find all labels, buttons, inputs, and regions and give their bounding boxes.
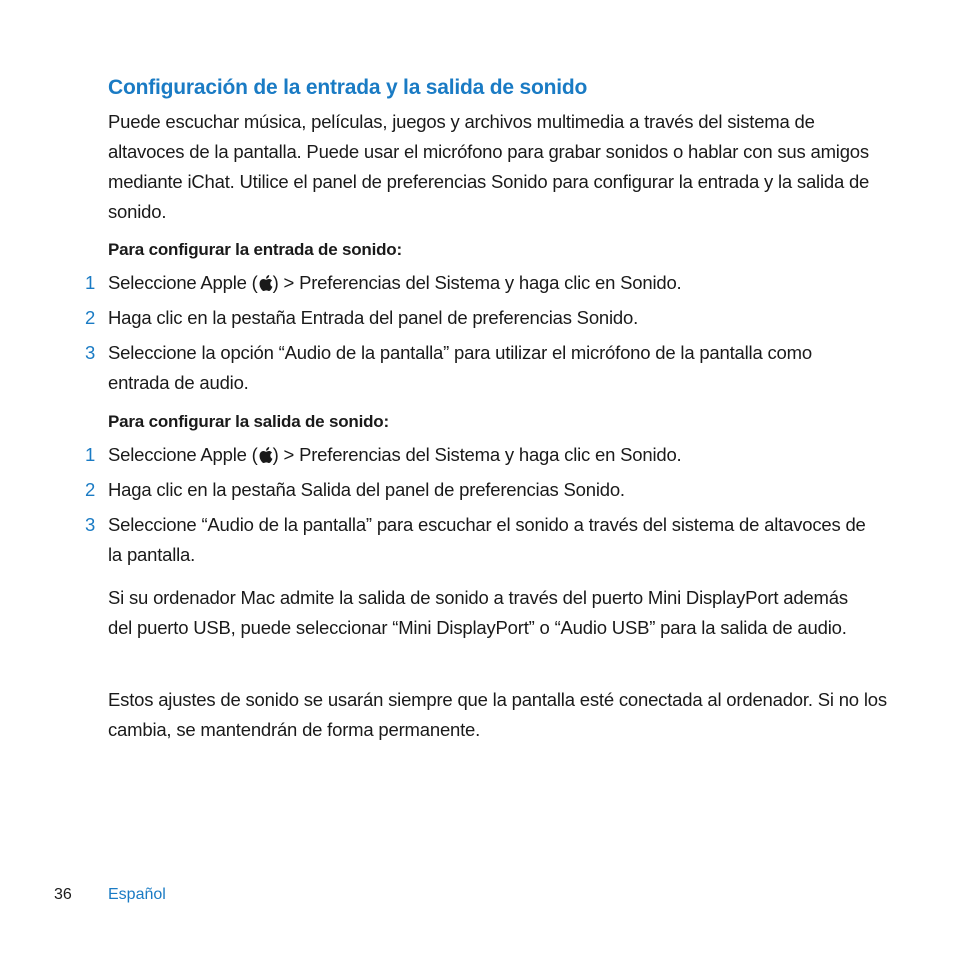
step-text-before: Seleccione Apple ( bbox=[108, 444, 258, 465]
step-text-after: ) > Preferencias del Sistema y haga clic en Sonido. bbox=[272, 272, 682, 293]
step-text: Seleccione la opción “Audio de la pantalla” para utilizar el micrófono de la pantalla como entrada de audio. bbox=[108, 342, 812, 393]
page-number: 36 bbox=[54, 886, 72, 903]
step-text: Haga clic en la pestaña Salida del panel de preferencias Sonido. bbox=[108, 479, 625, 500]
section-title: Configuración de la entrada y la salida de sonido bbox=[108, 76, 588, 99]
note-paragraph-1: Si su ordenador Mac admite la salida de sonido a través del puerto Mini DisplayPort además del puerto USB, puede seleccionar “Mini DisplayPort” o “Audio USB” para la salida de audio. bbox=[108, 587, 848, 638]
step-text-after: ) > Preferencias del Sistema y haga clic en Sonido. bbox=[272, 444, 682, 465]
intro-paragraph: Puede escuchar música, películas, juegos y archivos multimedia a través del sistema de altavoces de la pantalla. Puede usar el micrófono para grabar sonidos o hablar con sus amigos mediante iChat. Utilice el panel de preferencias Sonido para configurar la entrada y la salida de sonido. bbox=[108, 111, 870, 222]
input-heading: Para configurar la entrada de sonido: bbox=[108, 240, 402, 259]
step-number: 3 bbox=[85, 342, 96, 363]
step-number: 2 bbox=[85, 307, 96, 328]
step-number: 1 bbox=[85, 272, 96, 293]
apple-logo-icon bbox=[258, 274, 273, 292]
step-text bbox=[108, 440, 868, 470]
apple-logo-icon bbox=[258, 446, 273, 464]
footer-language: Español bbox=[108, 886, 166, 903]
step-text bbox=[108, 268, 868, 298]
output-heading: Para configurar la salida de sonido: bbox=[108, 412, 389, 431]
step-number: 3 bbox=[85, 514, 96, 535]
step-number: 2 bbox=[85, 479, 96, 500]
step-text: Seleccione “Audio de la pantalla” para escuchar el sonido a través del sistema de altavoces de la pantalla. bbox=[108, 514, 866, 565]
note-paragraph-2: Estos ajustes de sonido se usarán siempre que la pantalla esté conectada al ordenador. Si no los cambia, se mantendrán de forma permanente. bbox=[108, 689, 887, 740]
step-text: Haga clic en la pestaña Entrada del panel de preferencias Sonido. bbox=[108, 307, 639, 328]
step-text-before: Seleccione Apple ( bbox=[108, 272, 258, 293]
step-number: 1 bbox=[85, 444, 96, 465]
